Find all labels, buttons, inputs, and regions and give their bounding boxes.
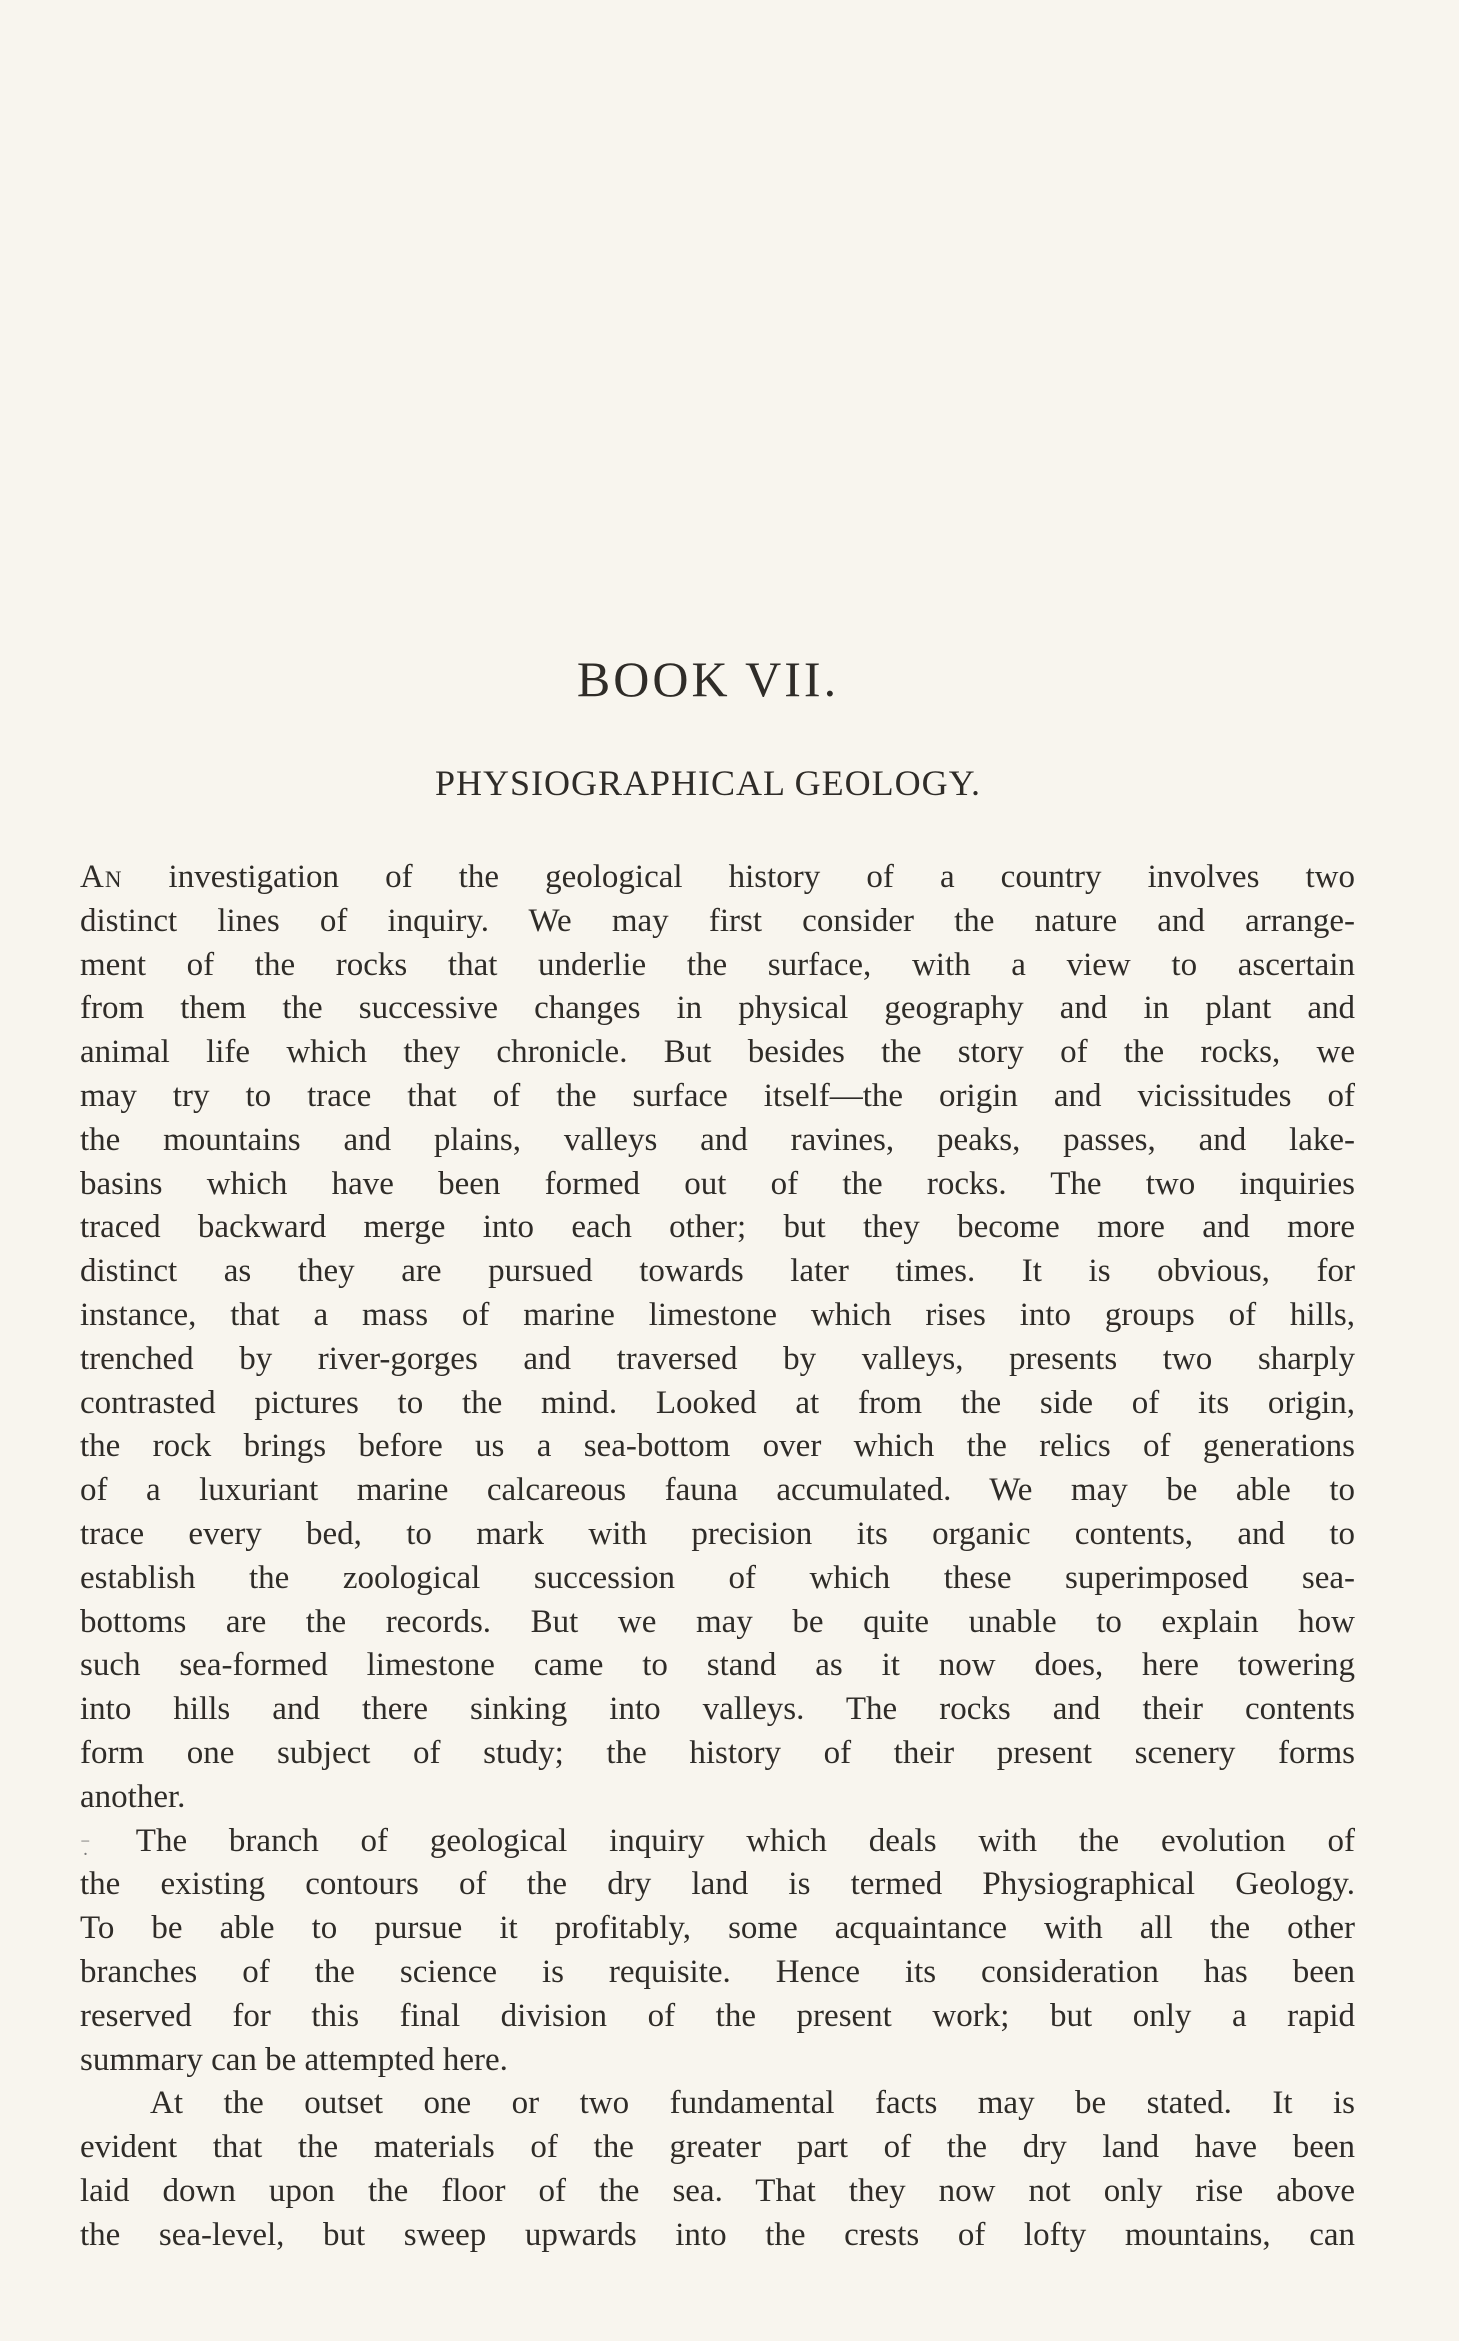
text-line: laid down upon the floor of the sea. That they now not only rise above	[80, 2172, 1355, 2209]
text-line: another.	[80, 1778, 186, 1815]
text-line: of a luxuriant marine calcareous fauna accumulated. We may be able to	[80, 1472, 1355, 1509]
text-line: the rock brings before us a sea-bottom over which the relics of generations	[80, 1428, 1355, 1465]
section-title: PHYSIOGRAPHICAL GEOLOGY.	[434, 763, 982, 803]
text-line: distinct as they are pursued towards later times. It is obvious, for	[80, 1253, 1355, 1290]
book-title: BOOK VII.	[576, 651, 840, 707]
text-line: evident that the materials of the greater part of the dry land have been	[80, 2129, 1355, 2166]
text-line: bottoms are the records. But we may be quite unable to explain how	[80, 1603, 1355, 1640]
drop-word: An	[80, 859, 123, 895]
text-line: reserved for this final division of the present work; but only a rapid	[80, 1997, 1355, 2034]
text-line: At the outset one or two fundamental facts may be stated. It is	[150, 2085, 1355, 2122]
text-line: distinct lines of inquiry. We may first consider the nature and arrange-	[80, 902, 1355, 939]
text-line: summary can be attempted here.	[80, 2041, 508, 2078]
text-line: branches of the science is requisite. Hence its consideration has been	[80, 1953, 1355, 1990]
text-line: the mountains and plains, valleys and ravines, peaks, passes, and lake-	[80, 1121, 1355, 1158]
paragraph-3	[80, 2082, 1355, 2257]
text-line: the sea-level, but sweep upwards into the crests of lofty mountains, can	[80, 2216, 1355, 2253]
body-text	[80, 856, 1355, 2258]
text-line: contrasted pictures to the mind. Looked at from the side of its origin,	[80, 1384, 1355, 1421]
text-line: To be able to pursue it profitably, some acquaintance with all the other	[80, 1910, 1355, 1947]
text-line: from them the successive changes in physical geography and in plant and	[80, 990, 1355, 1027]
text-line: may try to trace that of the surface itself—the origin and vicissitudes of	[80, 1077, 1355, 1114]
text-line: ⁻̣ The branch of geological inquiry which deals with the evolution of	[80, 1822, 1355, 1859]
text-line: into hills and there sinking into valleys. The rocks and their contents	[80, 1691, 1355, 1728]
text-line: form one subject of study; the history of their present scenery forms	[80, 1734, 1355, 1771]
text-line: traced backward merge into each other; but they become more and more	[80, 1209, 1355, 1246]
text-line: trenched by river-gorges and traversed by valleys, presents two sharply	[80, 1340, 1355, 1377]
margin-mark-icon: ⁻̣	[80, 1833, 91, 1856]
text-line: ment of the rocks that underlie the surface, with a view to ascertain	[80, 946, 1355, 983]
text-line: instance, that a mass of marine limestone which rises into groups of hills,	[80, 1296, 1355, 1333]
paragraph-1	[80, 856, 1355, 1820]
text-line: basins which have been formed out of the rocks. The two inquiries	[80, 1165, 1355, 1202]
text-line: animal life which they chronicle. But besides the story of the rocks, we	[80, 1034, 1355, 1071]
text-line: An investigation of the geological history of a country involves two	[80, 859, 1355, 895]
text-line: such sea-formed limestone came to stand as it now does, here towering	[80, 1647, 1355, 1684]
text-line: establish the zoological succession of which these superimposed sea-	[80, 1559, 1355, 1596]
text-line: trace every bed, to mark with precision its organic contents, and to	[80, 1515, 1355, 1552]
text-line: the existing contours of the dry land is termed Physiographical Geology.	[80, 1866, 1355, 1903]
paragraph-2	[80, 1820, 1355, 2083]
